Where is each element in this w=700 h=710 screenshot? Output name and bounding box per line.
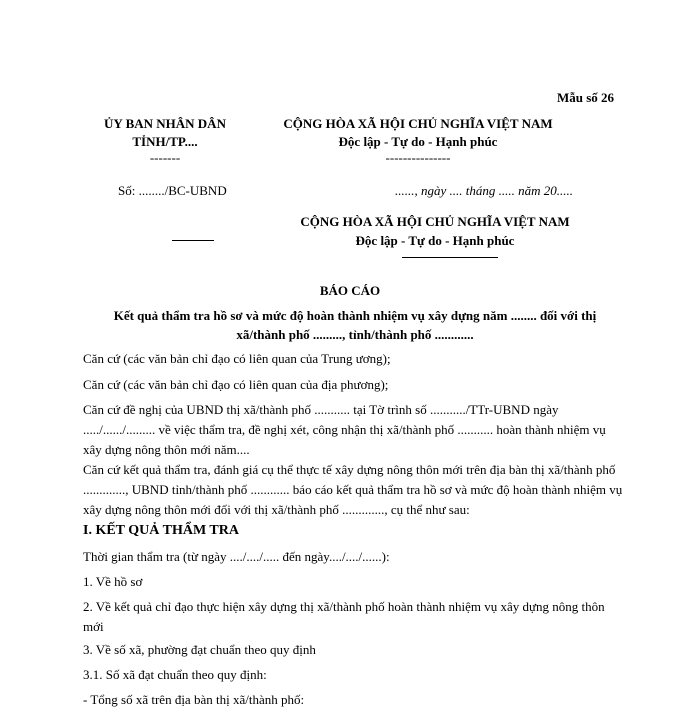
report-title: BÁO CÁO [319, 283, 381, 298]
item-total-communes: - Tổng số xã trên địa bàn thị xã/thành phố: [83, 692, 305, 707]
basis-paragraph-3: Căn cứ đề nghị của UBND thị xã/thành phố ........... tại Tờ trình số .........../TTr-UBND ngày ...../....../......... về việc thẩm tra, đề nghị xét, công nhận thị xã/thành phố ........... hoàn thành nhiệm vụ xây dựng nông thôn mới năm.... [83, 402, 606, 457]
report-subtitle: Kết quả thẩm tra hồ sơ và mức độ hoàn thành nhiệm vụ xây dựng năm ........ đối với thị xã/thành phố ........., tỉnh/thành phố ............ [113, 308, 597, 342]
item-communes-standard: 3. Về số xã, phường đạt chuẩn theo quy định [83, 642, 316, 657]
left-divider [172, 240, 214, 241]
issuer-line2: TỈNH/TP.... [132, 134, 198, 149]
form-number: Mẫu số 26 [557, 90, 615, 105]
document-number: Số: ......../BC-UBND [118, 183, 227, 198]
national-motto: Độc lập - Tự do - Hạnh phúc [338, 134, 498, 149]
date-line: ......, ngày .... tháng ..... năm 20..... [395, 183, 574, 198]
issuer-dash: ------- [149, 150, 181, 165]
national-dash: --------------- [385, 150, 451, 165]
item-direction-results: 2. Về kết quả chỉ đạo thực hiện xây dựng thị xã/thành phố hoàn thành nhiệm vụ xây dựng nông thôn mới [83, 599, 605, 634]
basis-paragraph-1: Căn cứ (các văn bản chỉ đạo có liên quan của Trung ương); [83, 351, 391, 366]
national-motto-repeat: Độc lập - Tự do - Hạnh phúc [355, 233, 515, 248]
right-divider [402, 257, 498, 258]
basis-paragraph-4: Căn cứ kết quả thẩm tra, đánh giá cụ thể thực tế xây dựng nông thôn mới trên địa bàn thị xã/thành phố ............., UBND tỉnh/thành phố ............ báo cáo kết quả thẩm tra hồ sơ và mức độ hoàn thành nhiệm vụ xây dựng nông thôn mới đối với thị xã/thành phố ............., cụ thể như sau: [83, 462, 623, 517]
inspection-period: Thời gian thẩm tra (từ ngày ..../..../..... đến ngày..../..../......): [83, 549, 390, 564]
issuer-line1: ỦY BAN NHÂN DÂN [104, 116, 226, 131]
item-communes-count: 3.1. Số xã đạt chuẩn theo quy định: [83, 667, 267, 682]
national-title: CỘNG HÒA XÃ HỘI CHỦ NGHĨA VIỆT NAM [283, 116, 553, 131]
basis-paragraph-2: Căn cứ (các văn bản chỉ đạo có liên quan của địa phương); [83, 377, 389, 392]
national-title-repeat: CỘNG HÒA XÃ HỘI CHỦ NGHĨA VIỆT NAM [300, 214, 570, 229]
section-heading: I. KẾT QUẢ THẨM TRA [83, 523, 239, 538]
item-records: 1. Về hồ sơ [83, 574, 143, 589]
